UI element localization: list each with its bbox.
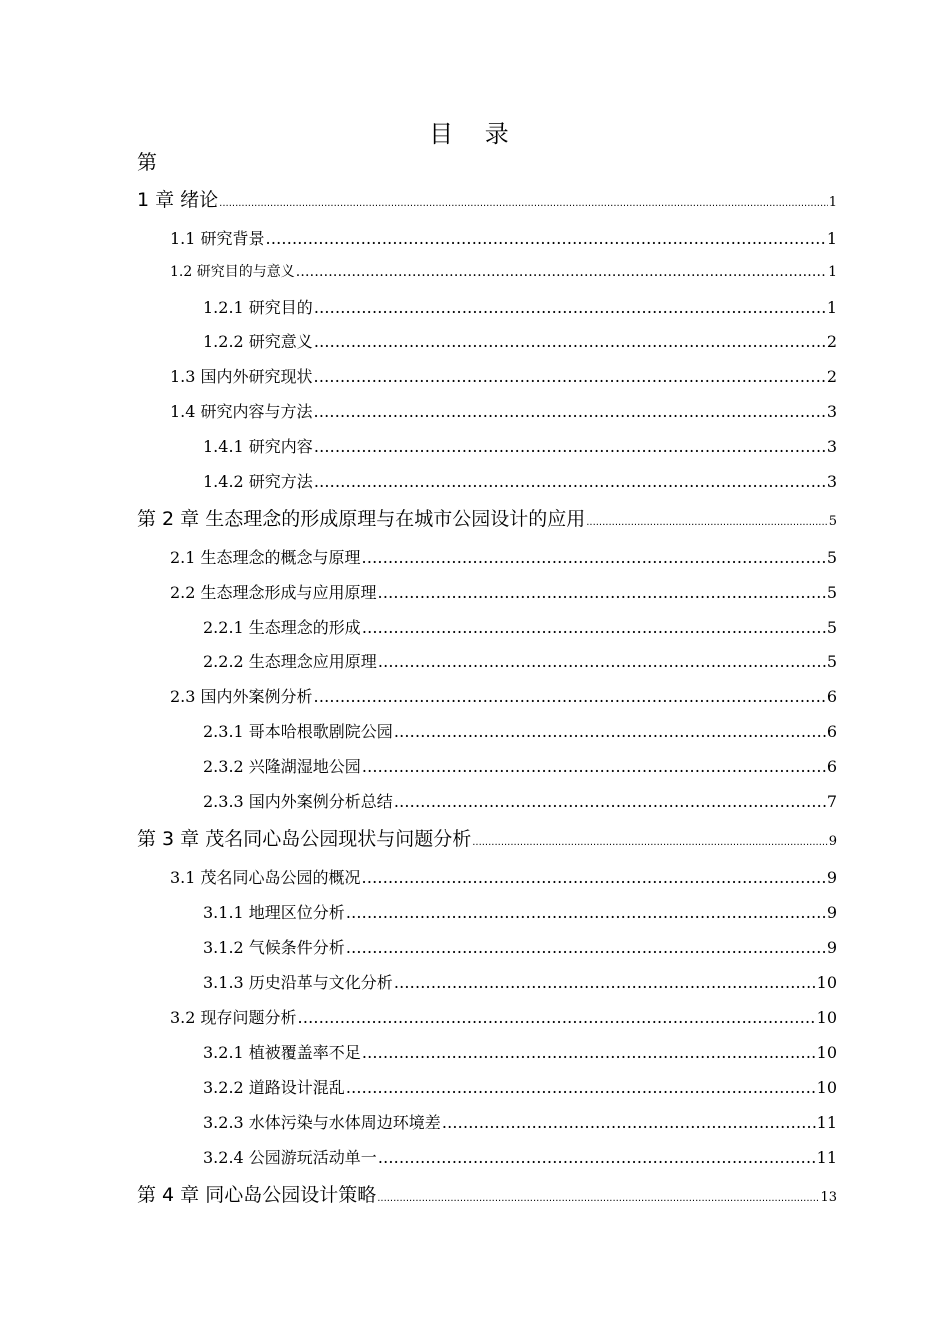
toc-page-number: 10: [816, 973, 837, 992]
toc-page-number: 9: [826, 868, 837, 887]
toc-leader: [362, 618, 826, 637]
toc-page-number: 3: [826, 437, 837, 456]
toc-page-number: 5: [828, 514, 837, 529]
toc-label: 2.3.1 哥本哈根歌剧院公园: [203, 722, 393, 741]
toc-label: 第 3 章 茂名同心岛公园现状与问题分析: [137, 828, 472, 850]
toc-label: 3.1 茂名同心岛公园的概况: [170, 868, 361, 887]
toc-entry[interactable]: [203, 295, 837, 318]
toc-page-number: 10: [816, 1078, 837, 1097]
toc-entry[interactable]: [203, 329, 837, 352]
toc-label: 1.2 研究目的与意义: [170, 264, 295, 280]
toc-page-number: 13: [820, 1190, 837, 1205]
toc-label: 3.2 现存问题分析: [170, 1008, 297, 1027]
toc-label: 3.2.3 水体污染与水体周边环境差: [203, 1113, 441, 1132]
toc-entry[interactable]: [170, 364, 837, 387]
toc-page-number: 3: [826, 402, 837, 421]
toc-page-number: 9: [826, 938, 837, 957]
toc-leader: [346, 903, 826, 922]
toc-leader: [586, 517, 828, 528]
toc-leader: [442, 1113, 816, 1132]
toc-leader: [346, 938, 826, 957]
toc-entry[interactable]: [203, 900, 837, 923]
toc-label: 2.2 生态理念形成与应用原理: [170, 583, 377, 602]
toc-page-number: 1: [826, 229, 837, 248]
toc-entry[interactable]: [203, 1110, 837, 1133]
toc-label: 1.2.1 研究目的: [203, 298, 313, 317]
toc-label: 1.4.2 研究方法: [203, 472, 313, 491]
toc-leader: [362, 1043, 816, 1062]
toc-entry[interactable]: [203, 649, 837, 672]
toc-entry[interactable]: [203, 1040, 837, 1063]
toc-leader: [346, 1078, 816, 1097]
toc-label: 3.2.4 公园游玩活动单一: [203, 1148, 377, 1167]
toc-page-number: 5: [826, 618, 837, 637]
toc-leader: [377, 1193, 819, 1204]
toc-leader: [314, 298, 826, 317]
toc-entry-chapter-2[interactable]: [137, 504, 837, 531]
toc-label: 第 4 章 同心岛公园设计策略: [137, 1184, 377, 1206]
toc-leader: [314, 472, 826, 491]
toc-label: 3.2.1 植被覆盖率不足: [203, 1043, 361, 1062]
toc-page-number: 11: [816, 1113, 837, 1132]
toc-label: 3.1.2 气候条件分析: [203, 938, 345, 957]
toc-label: 3.1.3 历史沿革与文化分析: [203, 973, 393, 992]
toc-entry[interactable]: [203, 935, 837, 958]
toc-page-number: 9: [826, 903, 837, 922]
toc-leader: [394, 722, 826, 741]
toc-entry[interactable]: [170, 261, 837, 281]
toc-entry[interactable]: [203, 469, 837, 492]
toc-entry[interactable]: [203, 719, 837, 742]
toc-label: 1 章 绪论: [137, 189, 219, 211]
toc-entry[interactable]: [203, 615, 837, 638]
toc-page-number: 6: [826, 687, 837, 706]
toc-leader: [362, 757, 826, 776]
toc-leader: [314, 437, 826, 456]
toc-entry[interactable]: [203, 789, 837, 812]
toc-page-number: 10: [816, 1043, 837, 1062]
toc-entry-chapter-3[interactable]: [137, 824, 837, 851]
toc-leader: [296, 264, 827, 280]
toc-leader: [394, 973, 816, 992]
toc-label: 1.1 研究背景: [170, 229, 265, 248]
toc-entry[interactable]: [170, 226, 837, 249]
toc-entry[interactable]: [203, 1145, 837, 1168]
toc-label: 2.3.3 国内外案例分析总结: [203, 792, 393, 811]
toc-page-number: 1: [826, 298, 837, 317]
toc-page-number: 1: [828, 264, 837, 280]
toc-label: 1.4.1 研究内容: [203, 437, 313, 456]
toc-page-number: 5: [826, 583, 837, 602]
orphan-text: 第: [137, 150, 157, 174]
page-title: 目 录: [429, 120, 521, 148]
toc-leader: [314, 367, 826, 386]
toc-page-number: 5: [826, 652, 837, 671]
toc-leader: [298, 1008, 816, 1027]
toc-page-number: 11: [816, 1148, 837, 1167]
toc-page-number: 10: [816, 1008, 837, 1027]
toc-label: 2.2.2 生态理念应用原理: [203, 652, 377, 671]
toc-page-number: 9: [828, 834, 837, 849]
toc-leader: [378, 1148, 816, 1167]
toc-page-number: 2: [826, 332, 837, 351]
toc-entry[interactable]: [170, 580, 837, 603]
toc-entry[interactable]: [203, 970, 837, 993]
toc-entry[interactable]: [203, 754, 837, 777]
toc-label: 3.2.2 道路设计混乱: [203, 1078, 345, 1097]
toc-page-number: 5: [826, 548, 837, 567]
toc-page-number: 6: [826, 757, 837, 776]
toc-leader: [378, 652, 826, 671]
toc-label: 2.1 生态理念的概念与原理: [170, 548, 361, 567]
toc-leader: [394, 792, 826, 811]
toc-leader: [472, 837, 828, 848]
toc-leader: [314, 687, 826, 706]
toc-leader: [314, 332, 826, 351]
toc-entry[interactable]: [203, 434, 837, 457]
toc-label: 第 2 章 生态理念的形成原理与在城市公园设计的应用: [137, 508, 586, 530]
toc-label: 2.3 国内外案例分析: [170, 687, 313, 706]
toc-leader: [219, 198, 828, 209]
toc-page-number: 6: [826, 722, 837, 741]
toc-entry[interactable]: [170, 865, 837, 888]
toc-leader: [362, 548, 826, 567]
toc-leader: [378, 583, 826, 602]
toc-entry[interactable]: [170, 684, 837, 707]
toc-entry[interactable]: [170, 1005, 837, 1028]
toc-label: 1.3 国内外研究现状: [170, 367, 313, 386]
toc-entry[interactable]: [170, 545, 837, 568]
toc-label: 2.3.2 兴隆湖湿地公园: [203, 757, 361, 776]
toc-label: 2.2.1 生态理念的形成: [203, 618, 361, 637]
toc-label: 1.2.2 研究意义: [203, 332, 313, 351]
toc-leader: [314, 402, 826, 421]
toc-leader: [266, 229, 826, 248]
toc-page-number: 1: [828, 195, 837, 210]
toc-page-number: 3: [826, 472, 837, 491]
toc-page-number: 7: [826, 792, 837, 811]
toc-page-number: 2: [826, 367, 837, 386]
toc-leader: [362, 868, 826, 887]
toc-entry[interactable]: [170, 399, 837, 422]
toc-entry-chapter-1[interactable]: [137, 185, 837, 212]
toc-label: 1.4 研究内容与方法: [170, 402, 313, 421]
toc-label: 3.1.1 地理区位分析: [203, 903, 345, 922]
toc-entry-chapter-4[interactable]: [137, 1180, 837, 1207]
toc-entry[interactable]: [203, 1075, 837, 1098]
